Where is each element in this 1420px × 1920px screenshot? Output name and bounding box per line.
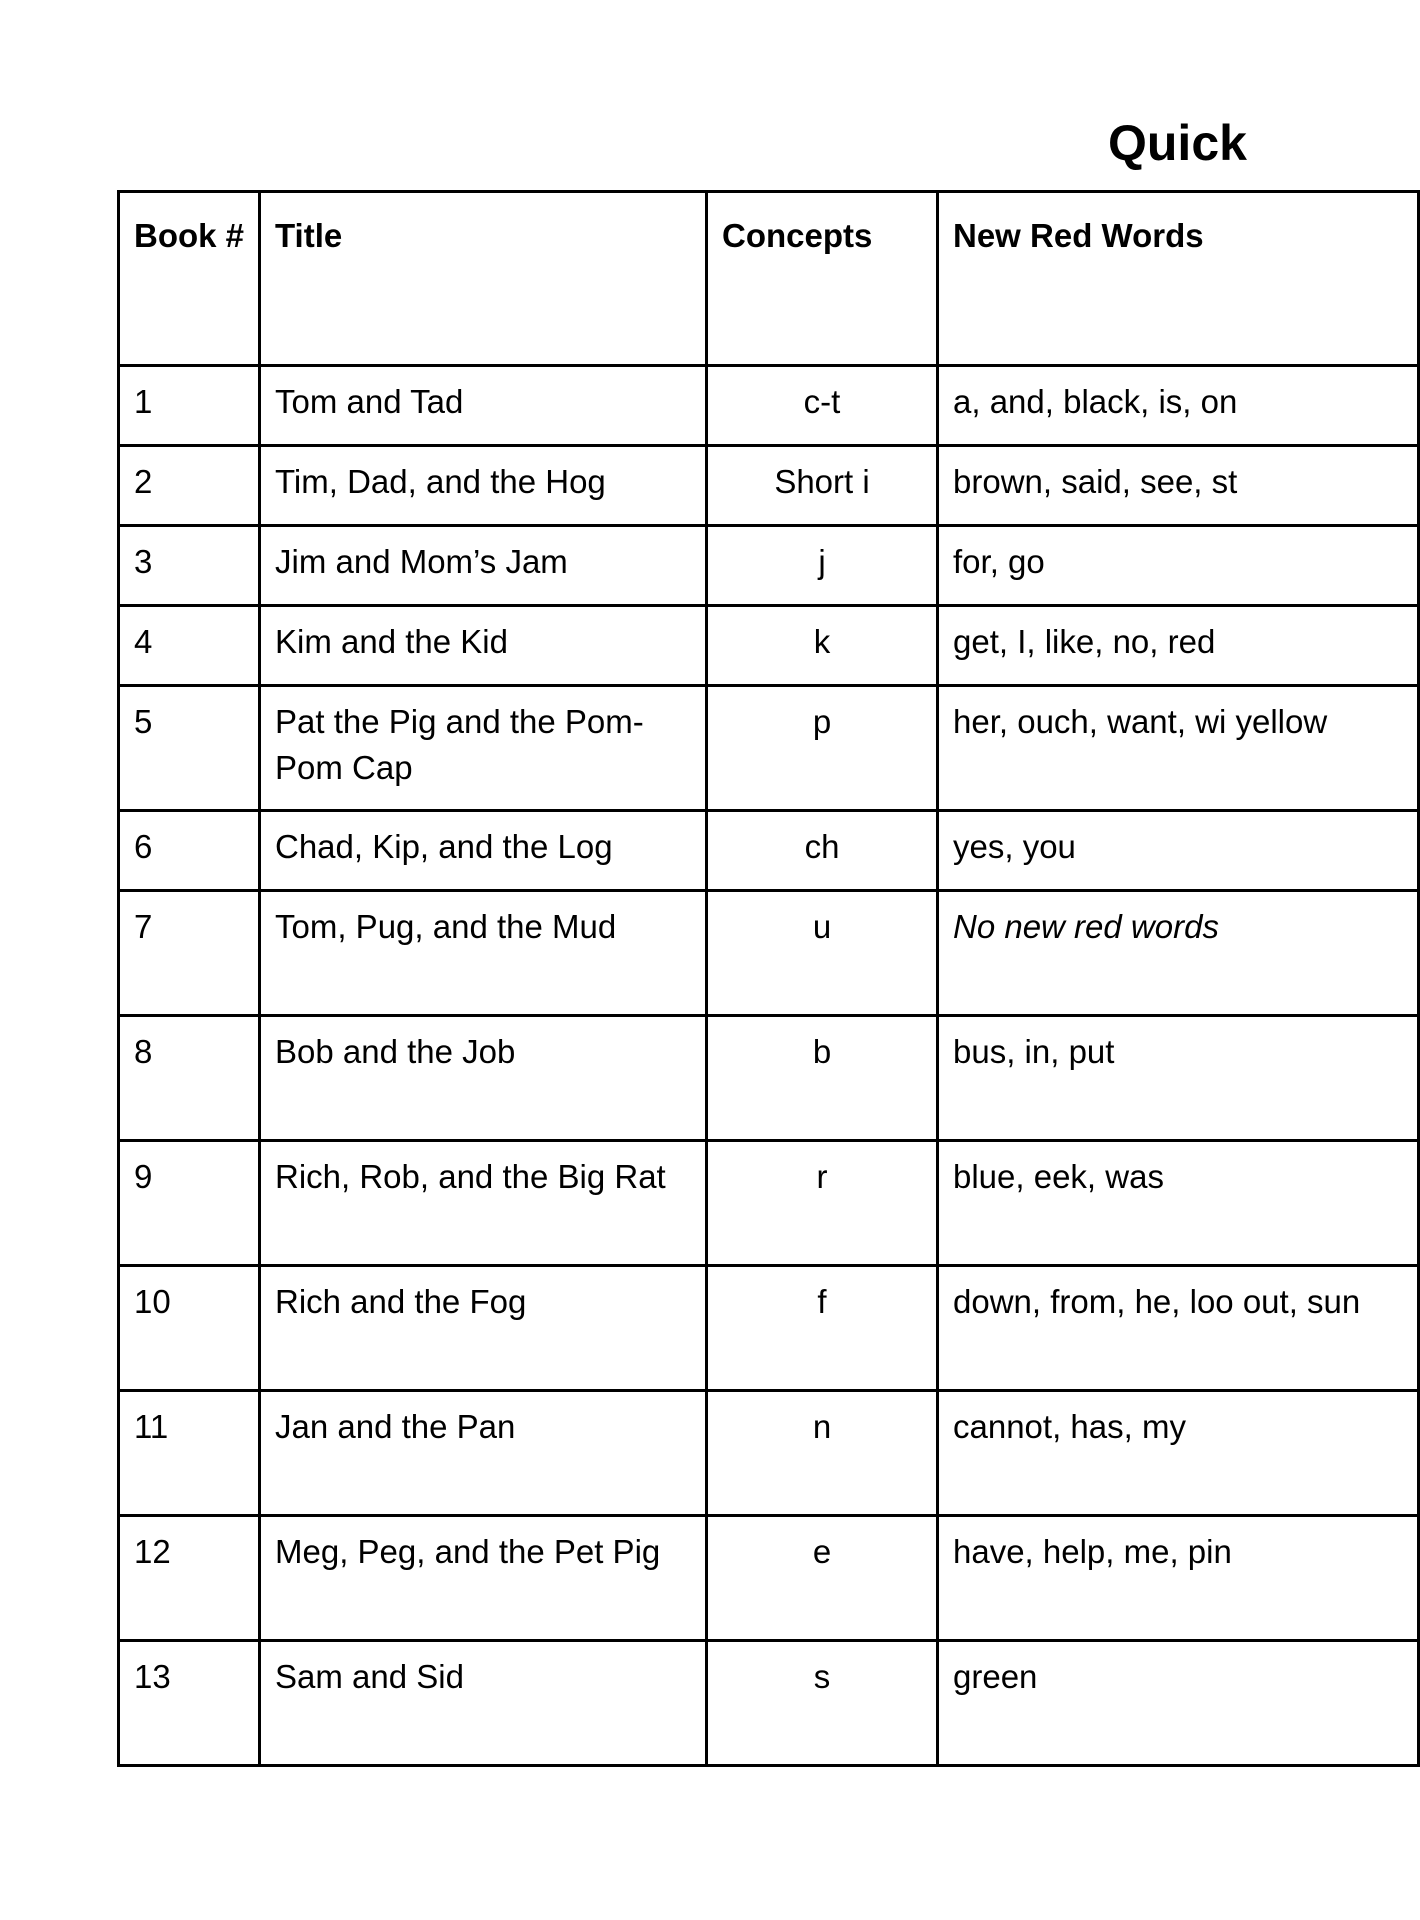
concept-cell: f: [707, 1266, 938, 1391]
book-table: [117, 190, 1420, 1767]
book-number-cell: 6: [119, 811, 260, 891]
new-red-words-cell: blue, eek, was: [938, 1141, 1419, 1266]
new-red-words-cell: yes, you: [938, 811, 1419, 891]
concept-cell: s: [707, 1641, 938, 1766]
book-number-cell: 5: [119, 686, 260, 811]
table-row: [119, 606, 1419, 686]
title-cell: Tom, Pug, and the Mud: [260, 891, 707, 1016]
book-number-cell: 4: [119, 606, 260, 686]
concept-cell: c-t: [707, 366, 938, 446]
book-number-cell: 1: [119, 366, 260, 446]
book-number-cell: 11: [119, 1391, 260, 1516]
book-number-cell: 9: [119, 1141, 260, 1266]
table-row: [119, 686, 1419, 811]
book-number-cell: 12: [119, 1516, 260, 1641]
book-number-cell: 7: [119, 891, 260, 1016]
new-red-words-cell: a, and, black, is, on: [938, 366, 1419, 446]
table-body: [119, 366, 1419, 1766]
table-row: [119, 1016, 1419, 1141]
title-cell: Jim and Mom’s Jam: [260, 526, 707, 606]
title-cell: Bob and the Job: [260, 1016, 707, 1141]
new-red-words-cell: for, go: [938, 526, 1419, 606]
book-number-cell: 8: [119, 1016, 260, 1141]
concept-cell: k: [707, 606, 938, 686]
table-row: [119, 366, 1419, 446]
new-red-words-cell: down, from, he, loo out, sun: [938, 1266, 1419, 1391]
table-row: [119, 811, 1419, 891]
title-cell: Tom and Tad: [260, 366, 707, 446]
table-row: [119, 1141, 1419, 1266]
title-cell: Rich, Rob, and the Big Rat: [260, 1141, 707, 1266]
table-row: [119, 1516, 1419, 1641]
book-number-cell: 2: [119, 446, 260, 526]
book-number-cell: 13: [119, 1641, 260, 1766]
new-red-words-cell: get, I, like, no, red: [938, 606, 1419, 686]
title-cell: Tim, Dad, and the Hog: [260, 446, 707, 526]
book-number-cell: 3: [119, 526, 260, 606]
concept-cell: n: [707, 1391, 938, 1516]
table-row: [119, 1266, 1419, 1391]
new-red-words-cell: brown, said, see, st: [938, 446, 1419, 526]
title-cell: Jan and the Pan: [260, 1391, 707, 1516]
title-cell: Sam and Sid: [260, 1641, 707, 1766]
concept-cell: r: [707, 1141, 938, 1266]
concept-cell: j: [707, 526, 938, 606]
new-red-words-cell: her, ouch, want, wi yellow: [938, 686, 1419, 811]
page-title: Quick: [1108, 115, 1247, 171]
header-book-number: Book #: [119, 192, 260, 366]
title-cell: Pat the Pig and the Pom-Pom Cap: [260, 686, 707, 811]
concept-cell: Short i: [707, 446, 938, 526]
concept-cell: u: [707, 891, 938, 1016]
table-row: [119, 446, 1419, 526]
header-concepts: Concepts: [707, 192, 938, 366]
new-red-words-cell: No new red words: [938, 891, 1419, 1016]
concept-cell: b: [707, 1016, 938, 1141]
concept-cell: e: [707, 1516, 938, 1641]
title-cell: Rich and the Fog: [260, 1266, 707, 1391]
title-cell: Chad, Kip, and the Log: [260, 811, 707, 891]
table-header-row: [119, 192, 1419, 366]
new-red-words-cell: have, help, me, pin: [938, 1516, 1419, 1641]
header-title: Title: [260, 192, 707, 366]
book-number-cell: 10: [119, 1266, 260, 1391]
concept-cell: ch: [707, 811, 938, 891]
header-new-red-words: New Red Words: [938, 192, 1419, 366]
table-row: [119, 526, 1419, 606]
new-red-words-cell: bus, in, put: [938, 1016, 1419, 1141]
table-row: [119, 1391, 1419, 1516]
table-row: [119, 1641, 1419, 1766]
title-cell: Meg, Peg, and the Pet Pig: [260, 1516, 707, 1641]
title-cell: Kim and the Kid: [260, 606, 707, 686]
book-table-container: [117, 190, 1361, 1762]
concept-cell: p: [707, 686, 938, 811]
new-red-words-cell: green: [938, 1641, 1419, 1766]
table-row: [119, 891, 1419, 1016]
new-red-words-cell: cannot, has, my: [938, 1391, 1419, 1516]
